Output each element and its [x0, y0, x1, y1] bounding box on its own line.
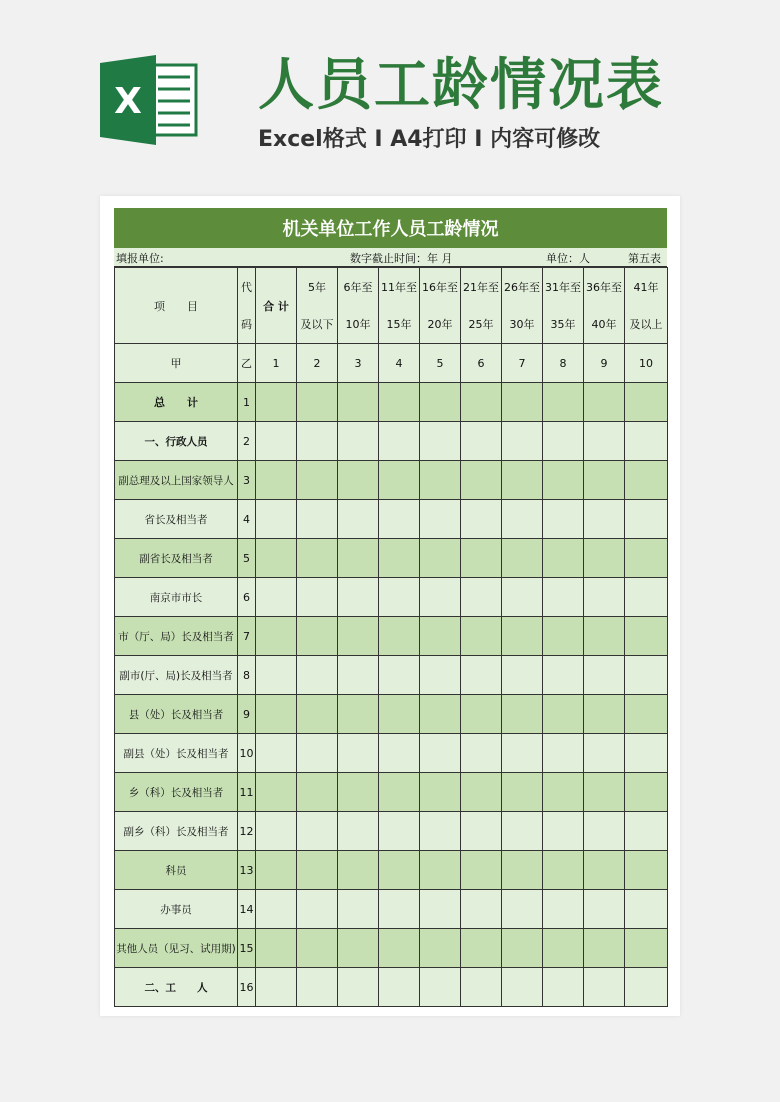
row-code: 1 — [238, 383, 256, 422]
data-cell[interactable] — [461, 539, 502, 578]
data-cell[interactable] — [297, 422, 338, 461]
header-col-2: 6年至 10年 — [338, 268, 379, 344]
data-cell[interactable] — [420, 500, 461, 539]
data-cell[interactable] — [297, 539, 338, 578]
index-row — [115, 344, 668, 383]
data-cell[interactable] — [625, 500, 668, 539]
table-row — [115, 500, 668, 539]
data-cell[interactable] — [584, 812, 625, 851]
data-cell[interactable] — [625, 890, 668, 929]
data-cell[interactable] — [379, 539, 420, 578]
data-cell[interactable] — [625, 656, 668, 695]
data-cell[interactable] — [256, 734, 297, 773]
data-cell[interactable] — [297, 851, 338, 890]
row-code: 10 — [238, 734, 256, 773]
data-cell[interactable] — [584, 539, 625, 578]
spreadsheet-page — [100, 196, 680, 1016]
data-cell[interactable] — [502, 695, 543, 734]
index-cell: 甲 — [115, 344, 238, 383]
data-cell[interactable] — [338, 383, 379, 422]
data-cell[interactable] — [420, 929, 461, 968]
data-cell[interactable] — [379, 812, 420, 851]
unit-label: 单位：人 — [546, 252, 590, 265]
index-cell: 4 — [379, 344, 420, 383]
data-cell[interactable] — [543, 500, 584, 539]
data-cell[interactable] — [420, 539, 461, 578]
data-cell[interactable] — [420, 578, 461, 617]
data-cell[interactable] — [543, 812, 584, 851]
header-col-1: 5年 及以下 — [297, 268, 338, 344]
data-cell[interactable] — [297, 617, 338, 656]
logo-letter: X — [114, 81, 142, 122]
row-label: 南京市市长 — [115, 578, 238, 617]
page-title: 人员工龄情况表 — [258, 53, 664, 118]
data-cell[interactable] — [379, 851, 420, 890]
data-cell[interactable] — [543, 383, 584, 422]
index-cell: 6 — [461, 344, 502, 383]
data-cell[interactable] — [625, 617, 668, 656]
data-cell[interactable] — [338, 500, 379, 539]
data-cell[interactable] — [379, 422, 420, 461]
info-row — [114, 248, 667, 267]
header-col-9: 41年 及以上 — [625, 268, 668, 344]
data-cell[interactable] — [625, 812, 668, 851]
data-cell[interactable] — [338, 617, 379, 656]
data-cell[interactable] — [420, 656, 461, 695]
index-cell: 10 — [625, 344, 668, 383]
data-cell[interactable] — [256, 968, 297, 1007]
data-cell[interactable] — [256, 773, 297, 812]
data-cell[interactable] — [461, 851, 502, 890]
data-cell[interactable] — [543, 617, 584, 656]
data-cell[interactable] — [625, 929, 668, 968]
data-cell[interactable] — [543, 656, 584, 695]
data-cell[interactable] — [256, 461, 297, 500]
data-cell[interactable] — [584, 773, 625, 812]
fill-unit-label: 填报单位: — [116, 252, 164, 265]
row-label: 其他人员（见习、试用期) — [115, 929, 238, 968]
data-cell[interactable] — [461, 617, 502, 656]
data-cell[interactable] — [379, 461, 420, 500]
data-cell[interactable] — [584, 461, 625, 500]
data-cell[interactable] — [625, 578, 668, 617]
data-cell[interactable] — [461, 461, 502, 500]
data-cell[interactable] — [379, 968, 420, 1007]
header-total: 合 计 — [256, 268, 297, 344]
data-cell[interactable] — [379, 773, 420, 812]
data-cell[interactable] — [297, 383, 338, 422]
table-row — [115, 968, 668, 1007]
data-cell[interactable] — [420, 968, 461, 1007]
data-cell[interactable] — [338, 539, 379, 578]
data-cell[interactable] — [461, 422, 502, 461]
data-cell[interactable] — [420, 890, 461, 929]
data-cell[interactable] — [256, 578, 297, 617]
row-code: 13 — [238, 851, 256, 890]
data-cell[interactable] — [502, 539, 543, 578]
row-code: 16 — [238, 968, 256, 1007]
header-row — [115, 268, 668, 344]
data-table — [114, 267, 668, 1007]
data-cell[interactable] — [625, 968, 668, 1007]
data-cell[interactable] — [543, 890, 584, 929]
data-cell[interactable] — [461, 890, 502, 929]
data-cell[interactable] — [584, 695, 625, 734]
data-cell[interactable] — [256, 851, 297, 890]
data-cell[interactable] — [297, 500, 338, 539]
data-cell[interactable] — [461, 812, 502, 851]
data-cell[interactable] — [502, 461, 543, 500]
row-label: 副县（处）长及相当者 — [115, 734, 238, 773]
index-cell: 1 — [256, 344, 297, 383]
data-cell[interactable] — [338, 968, 379, 1007]
table-row — [115, 422, 668, 461]
data-cell[interactable] — [297, 578, 338, 617]
data-cell[interactable] — [625, 851, 668, 890]
data-cell[interactable] — [502, 812, 543, 851]
data-cell[interactable] — [379, 695, 420, 734]
data-cell[interactable] — [420, 812, 461, 851]
deadline-label: 数字截止时间：年 月 — [350, 252, 453, 265]
row-code: 7 — [238, 617, 256, 656]
sheet-title: 机关单位工作人员工龄情况 — [114, 208, 667, 248]
data-cell[interactable] — [502, 617, 543, 656]
data-cell[interactable] — [461, 734, 502, 773]
data-cell[interactable] — [543, 461, 584, 500]
data-cell[interactable] — [379, 617, 420, 656]
data-cell[interactable] — [625, 734, 668, 773]
data-cell[interactable] — [625, 695, 668, 734]
row-label: 市（厅、局）长及相当者 — [115, 617, 238, 656]
header-col-8: 36年至 40年 — [584, 268, 625, 344]
data-cell[interactable] — [502, 968, 543, 1007]
data-cell[interactable] — [584, 422, 625, 461]
data-cell[interactable] — [297, 812, 338, 851]
data-cell[interactable] — [502, 734, 543, 773]
data-cell[interactable] — [461, 500, 502, 539]
data-cell[interactable] — [338, 734, 379, 773]
row-code: 2 — [238, 422, 256, 461]
data-cell[interactable] — [379, 656, 420, 695]
header-col-4: 16年至 20年 — [420, 268, 461, 344]
table-row — [115, 578, 668, 617]
header-col-7: 31年至 35年 — [543, 268, 584, 344]
data-cell[interactable] — [420, 734, 461, 773]
data-cell[interactable] — [338, 656, 379, 695]
row-code: 5 — [238, 539, 256, 578]
data-cell[interactable] — [543, 968, 584, 1007]
data-cell[interactable] — [338, 695, 379, 734]
data-cell[interactable] — [256, 812, 297, 851]
data-cell[interactable] — [256, 500, 297, 539]
data-cell[interactable] — [379, 578, 420, 617]
row-code: 11 — [238, 773, 256, 812]
index-cell: 8 — [543, 344, 584, 383]
row-code: 4 — [238, 500, 256, 539]
row-label: 二、工 人 — [115, 968, 238, 1007]
data-cell[interactable] — [543, 578, 584, 617]
row-code: 8 — [238, 656, 256, 695]
index-cell: 9 — [584, 344, 625, 383]
row-code: 12 — [238, 812, 256, 851]
page-subtitle: Excel格式 I A4打印 I 内容可修改 — [258, 127, 601, 152]
data-cell[interactable] — [543, 734, 584, 773]
table-row — [115, 812, 668, 851]
row-label: 副总理及以上国家领导人 — [115, 461, 238, 500]
data-cell[interactable] — [297, 656, 338, 695]
data-cell[interactable] — [256, 656, 297, 695]
data-cell[interactable] — [584, 734, 625, 773]
header-item: 项 目 — [115, 268, 238, 344]
row-code: 3 — [238, 461, 256, 500]
data-cell[interactable] — [338, 812, 379, 851]
table-row — [115, 773, 668, 812]
table-number: 第五表 — [628, 252, 661, 265]
data-cell[interactable] — [420, 773, 461, 812]
data-cell[interactable] — [543, 929, 584, 968]
data-cell[interactable] — [420, 461, 461, 500]
data-cell[interactable] — [379, 734, 420, 773]
row-label: 科员 — [115, 851, 238, 890]
data-cell[interactable] — [338, 929, 379, 968]
data-cell[interactable] — [379, 890, 420, 929]
data-cell[interactable] — [379, 929, 420, 968]
data-cell[interactable] — [420, 695, 461, 734]
header-code: 代 码 — [238, 268, 256, 344]
index-cell: 7 — [502, 344, 543, 383]
row-code: 14 — [238, 890, 256, 929]
row-label: 乡（科）长及相当者 — [115, 773, 238, 812]
data-cell[interactable] — [338, 461, 379, 500]
data-cell[interactable] — [379, 500, 420, 539]
data-cell[interactable] — [543, 422, 584, 461]
data-cell[interactable] — [420, 851, 461, 890]
index-cell: 2 — [297, 344, 338, 383]
data-cell[interactable] — [584, 968, 625, 1007]
data-cell[interactable] — [584, 578, 625, 617]
row-label: 总 计 — [115, 383, 238, 422]
row-code: 6 — [238, 578, 256, 617]
data-cell[interactable] — [297, 773, 338, 812]
data-cell[interactable] — [297, 461, 338, 500]
row-label: 县（处）长及相当者 — [115, 695, 238, 734]
data-cell[interactable] — [584, 851, 625, 890]
data-cell[interactable] — [256, 422, 297, 461]
index-cell: 乙 — [238, 344, 256, 383]
data-cell[interactable] — [502, 656, 543, 695]
data-cell[interactable] — [461, 929, 502, 968]
index-cell: 3 — [338, 344, 379, 383]
data-cell[interactable] — [543, 851, 584, 890]
data-cell[interactable] — [625, 539, 668, 578]
data-cell[interactable] — [461, 656, 502, 695]
data-cell[interactable] — [420, 617, 461, 656]
table-row — [115, 734, 668, 773]
data-cell[interactable] — [256, 929, 297, 968]
data-cell[interactable] — [338, 773, 379, 812]
header-col-6: 26年至 30年 — [502, 268, 543, 344]
table-row — [115, 617, 668, 656]
data-cell[interactable] — [420, 422, 461, 461]
data-cell[interactable] — [297, 968, 338, 1007]
data-cell[interactable] — [297, 890, 338, 929]
data-cell[interactable] — [543, 695, 584, 734]
data-cell[interactable] — [584, 383, 625, 422]
table-row — [115, 695, 668, 734]
data-cell[interactable] — [461, 695, 502, 734]
data-cell[interactable] — [338, 851, 379, 890]
table-row — [115, 851, 668, 890]
data-cell[interactable] — [584, 656, 625, 695]
table-row — [115, 383, 668, 422]
data-cell[interactable] — [625, 773, 668, 812]
data-cell[interactable] — [256, 695, 297, 734]
data-cell[interactable] — [420, 383, 461, 422]
data-cell[interactable] — [502, 773, 543, 812]
data-cell[interactable] — [502, 890, 543, 929]
data-cell[interactable] — [502, 929, 543, 968]
data-cell[interactable] — [256, 890, 297, 929]
data-cell[interactable] — [625, 422, 668, 461]
data-cell[interactable] — [256, 383, 297, 422]
row-code: 15 — [238, 929, 256, 968]
row-label: 副乡（科）长及相当者 — [115, 812, 238, 851]
data-cell[interactable] — [584, 890, 625, 929]
row-label: 一、行政人员 — [115, 422, 238, 461]
row-label: 省长及相当者 — [115, 500, 238, 539]
data-cell[interactable] — [584, 929, 625, 968]
index-cell: 5 — [420, 344, 461, 383]
data-cell[interactable] — [502, 422, 543, 461]
data-cell[interactable] — [461, 968, 502, 1007]
table-row — [115, 929, 668, 968]
data-cell[interactable] — [297, 929, 338, 968]
data-cell[interactable] — [297, 695, 338, 734]
header-col-3: 11年至 15年 — [379, 268, 420, 344]
data-cell[interactable] — [502, 851, 543, 890]
data-cell[interactable] — [543, 773, 584, 812]
data-cell[interactable] — [338, 890, 379, 929]
data-cell[interactable] — [338, 578, 379, 617]
data-cell[interactable] — [625, 461, 668, 500]
data-cell[interactable] — [584, 500, 625, 539]
data-cell[interactable] — [461, 578, 502, 617]
data-cell[interactable] — [379, 383, 420, 422]
data-cell[interactable] — [543, 539, 584, 578]
header-col-5: 21年至 25年 — [461, 268, 502, 344]
data-cell[interactable] — [256, 617, 297, 656]
table-row — [115, 461, 668, 500]
row-label: 副市(厅、局)长及相当者 — [115, 656, 238, 695]
table-row — [115, 539, 668, 578]
data-cell[interactable] — [461, 773, 502, 812]
data-cell[interactable] — [502, 500, 543, 539]
data-cell[interactable] — [502, 383, 543, 422]
table-row — [115, 890, 668, 929]
data-cell[interactable] — [338, 422, 379, 461]
data-cell[interactable] — [256, 539, 297, 578]
row-label: 副省长及相当者 — [115, 539, 238, 578]
data-cell[interactable] — [461, 383, 502, 422]
table-row — [115, 656, 668, 695]
data-cell[interactable] — [502, 578, 543, 617]
data-cell[interactable] — [584, 617, 625, 656]
excel-logo-icon — [100, 55, 200, 145]
row-label: 办事员 — [115, 890, 238, 929]
row-code: 9 — [238, 695, 256, 734]
data-cell[interactable] — [297, 734, 338, 773]
data-cell[interactable] — [625, 383, 668, 422]
